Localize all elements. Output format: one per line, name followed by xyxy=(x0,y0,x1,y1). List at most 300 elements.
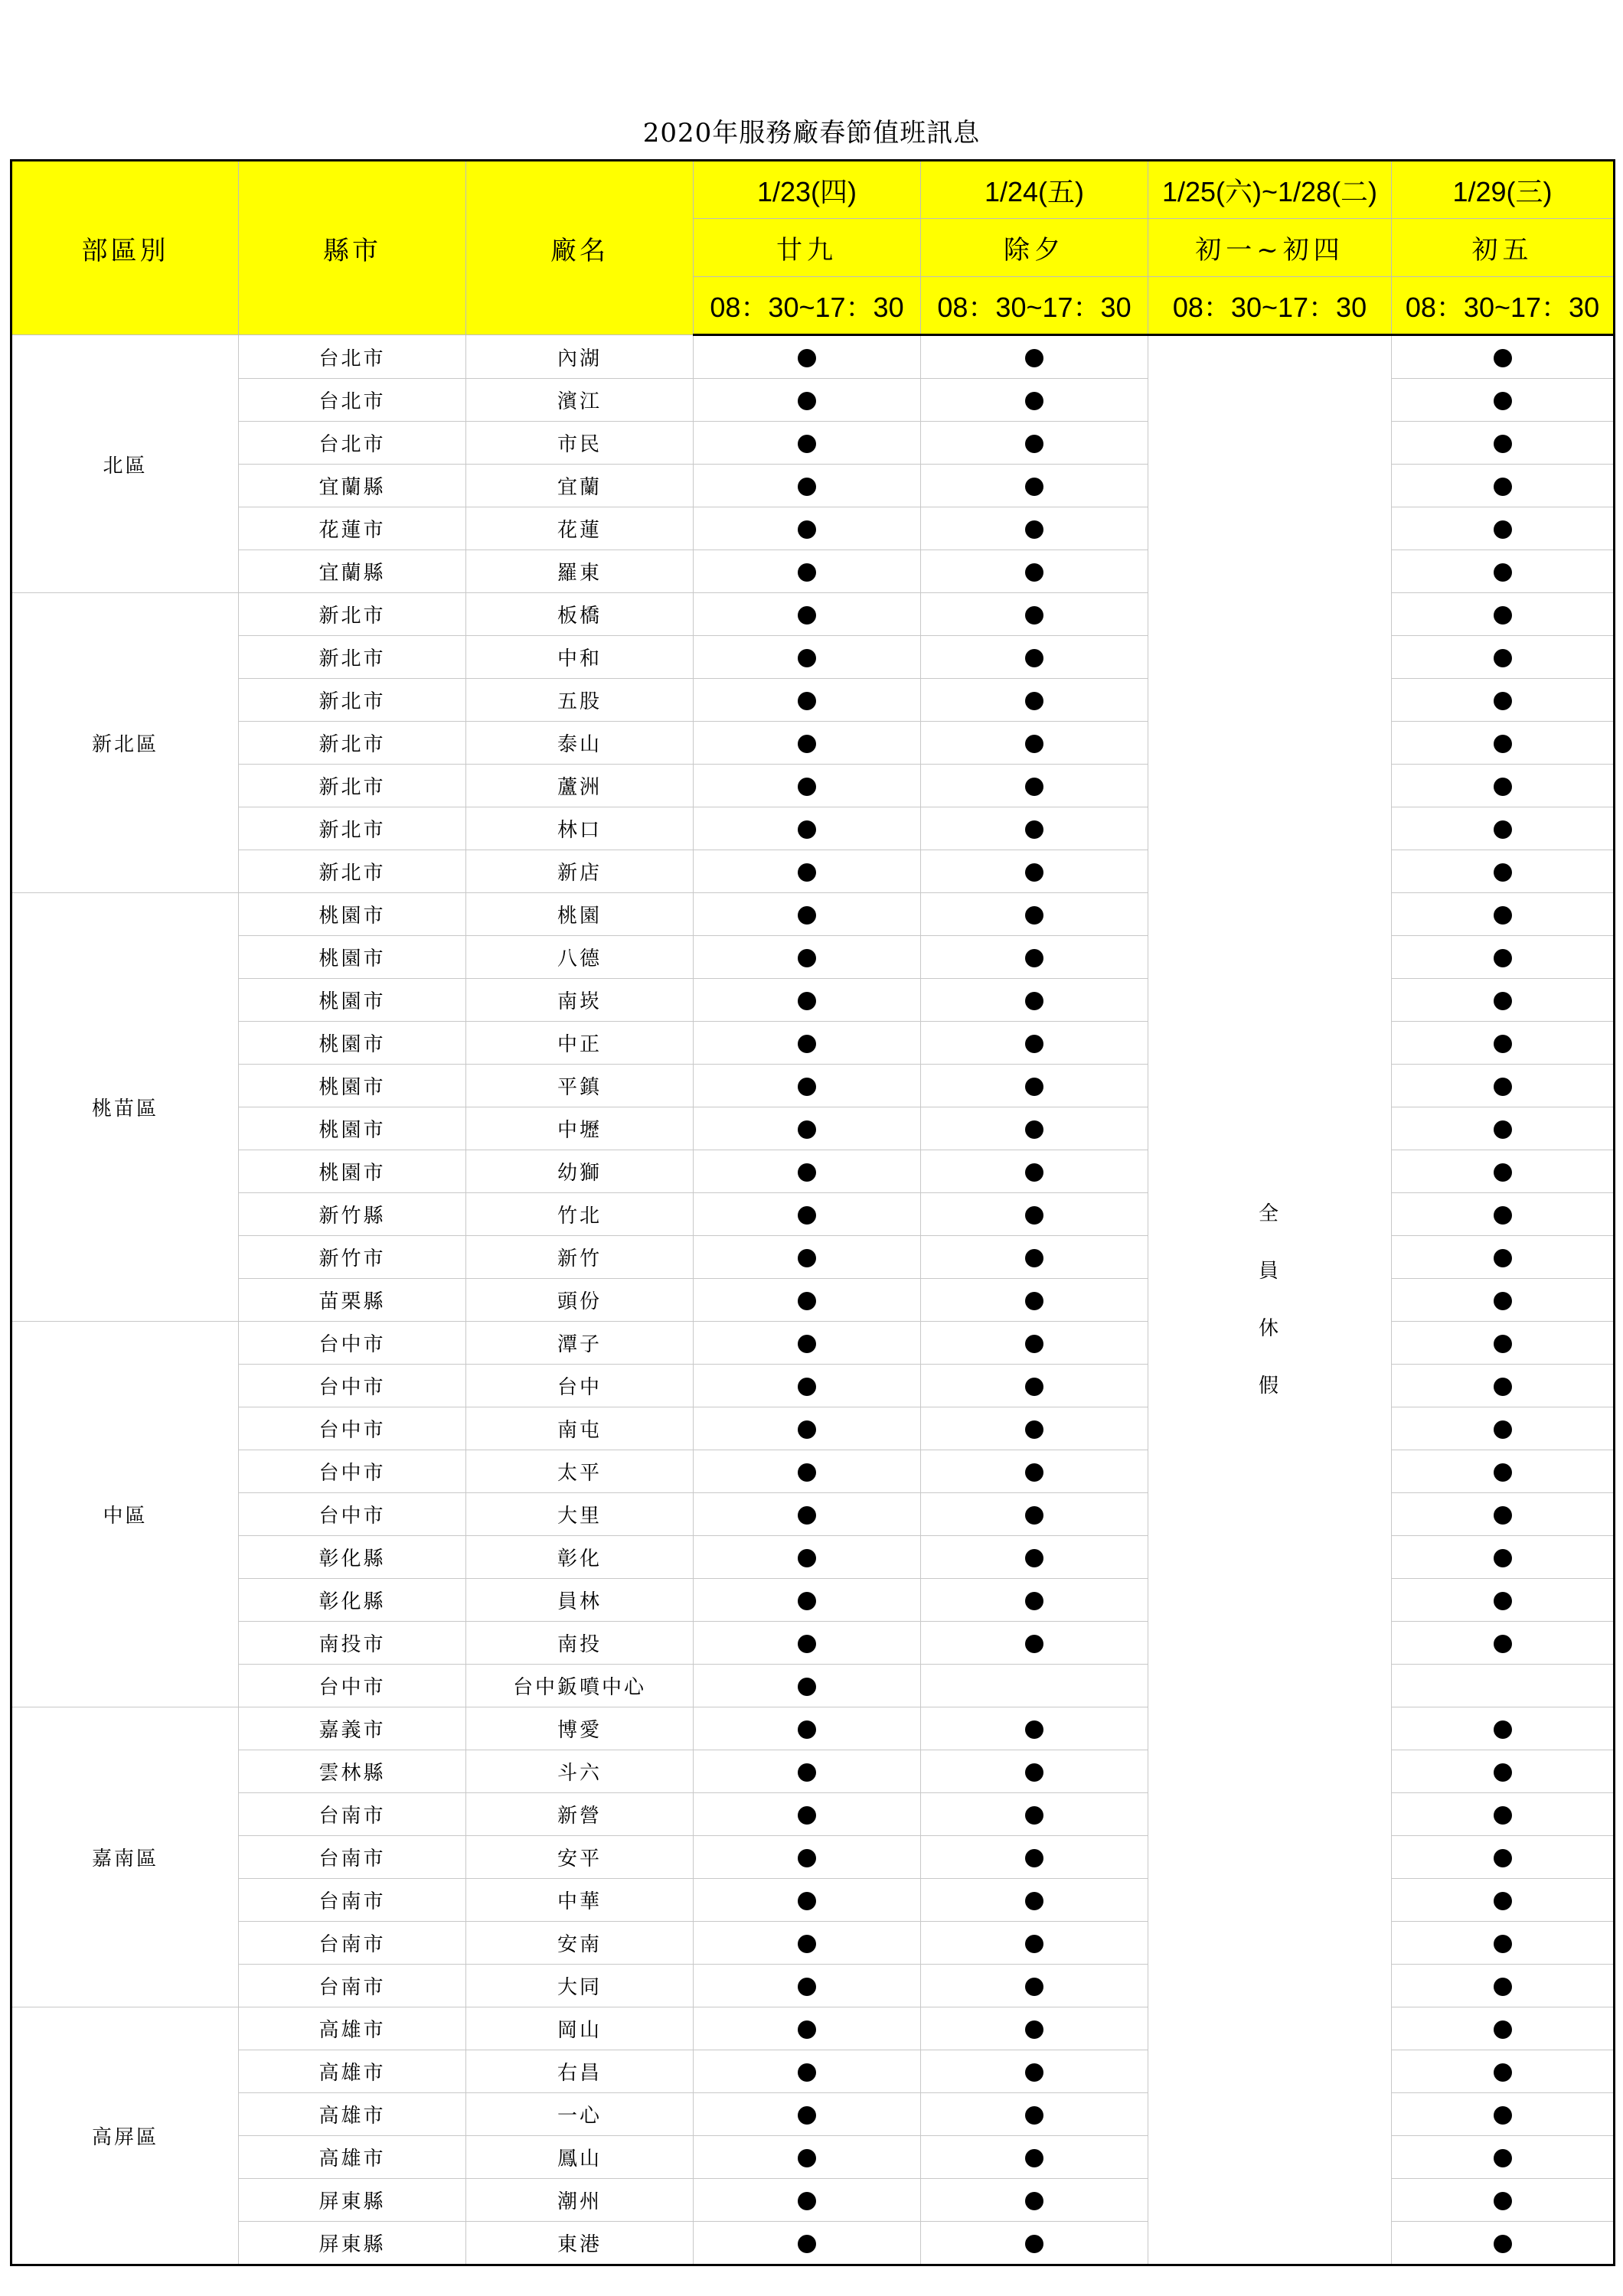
factory-cell: 安南 xyxy=(466,1922,694,1965)
duty-cell-day1 xyxy=(694,1107,921,1150)
duty-cell-day4 xyxy=(1392,765,1615,807)
duty-dot-icon xyxy=(1494,478,1512,496)
duty-cell-day1 xyxy=(694,507,921,550)
duty-cell-day2 xyxy=(921,1022,1148,1065)
duty-dot-icon xyxy=(1025,735,1043,753)
duty-dot-icon xyxy=(798,1506,816,1525)
duty-dot-icon xyxy=(798,692,816,710)
duty-cell-day2 xyxy=(921,1922,1148,1965)
duty-dot-icon xyxy=(1494,1592,1512,1610)
duty-cell-day2 xyxy=(921,335,1148,379)
city-cell: 台南市 xyxy=(239,1879,466,1922)
duty-cell-day4 xyxy=(1392,893,1615,936)
duty-cell-day4 xyxy=(1392,1493,1615,1536)
duty-cell-day4 xyxy=(1392,2222,1615,2265)
city-cell: 台中市 xyxy=(239,1450,466,1493)
duty-dot-icon xyxy=(1025,863,1043,882)
duty-cell-day4 xyxy=(1392,1536,1615,1579)
city-cell: 宜蘭縣 xyxy=(239,465,466,507)
duty-cell-day2 xyxy=(921,1450,1148,1493)
duty-cell-day2 xyxy=(921,1493,1148,1536)
city-cell: 桃園市 xyxy=(239,893,466,936)
holiday-note-cell xyxy=(1148,335,1392,2265)
duty-dot-icon xyxy=(798,949,816,967)
duty-cell-day4 xyxy=(1392,422,1615,465)
duty-dot-icon xyxy=(798,1120,816,1139)
duty-dot-icon xyxy=(1494,1892,1512,1910)
duty-cell-day2 xyxy=(921,979,1148,1022)
factory-cell: 台中 xyxy=(466,1365,694,1407)
city-cell: 新北市 xyxy=(239,765,466,807)
duty-cell-day2 xyxy=(921,636,1148,679)
city-cell: 台南市 xyxy=(239,1965,466,2007)
duty-cell-day4 xyxy=(1392,807,1615,850)
duty-cell-day2 xyxy=(921,765,1148,807)
duty-cell-day4 xyxy=(1392,1879,1615,1922)
duty-cell-day4 xyxy=(1392,1107,1615,1150)
duty-dot-icon xyxy=(798,1206,816,1225)
duty-dot-icon xyxy=(1025,606,1043,625)
duty-cell-day1 xyxy=(694,1065,921,1107)
duty-cell-day4 xyxy=(1392,2093,1615,2136)
duty-dot-icon xyxy=(1025,2063,1043,2082)
duty-cell-day4 xyxy=(1392,335,1615,379)
duty-dot-icon xyxy=(1025,1720,1043,1739)
duty-cell-day4 xyxy=(1392,1922,1615,1965)
duty-dot-icon xyxy=(798,2106,816,2125)
city-cell: 台南市 xyxy=(239,1836,466,1879)
duty-cell-day2 xyxy=(921,550,1148,593)
duty-cell-day1 xyxy=(694,1022,921,1065)
factory-cell: 新營 xyxy=(466,1793,694,1836)
duty-cell-day1 xyxy=(694,1750,921,1793)
duty-cell-day1 xyxy=(694,1236,921,1279)
city-cell: 台中市 xyxy=(239,1493,466,1536)
duty-cell-day1 xyxy=(694,2222,921,2265)
factory-cell: 五股 xyxy=(466,679,694,722)
duty-dot-icon xyxy=(1494,563,1512,582)
duty-dot-icon xyxy=(1494,949,1512,967)
duty-cell-day4 xyxy=(1392,550,1615,593)
factory-cell: 右昌 xyxy=(466,2050,694,2093)
duty-cell-day2 xyxy=(921,2222,1148,2265)
duty-cell-day4 xyxy=(1392,2007,1615,2050)
factory-cell: 太平 xyxy=(466,1450,694,1493)
duty-cell-day4 xyxy=(1392,636,1615,679)
factory-cell: 竹北 xyxy=(466,1193,694,1236)
duty-dot-icon xyxy=(798,1635,816,1653)
duty-dot-icon xyxy=(1494,606,1512,625)
duty-dot-icon xyxy=(1494,992,1512,1010)
duty-dot-icon xyxy=(1025,1763,1043,1782)
duty-dot-icon xyxy=(798,1378,816,1396)
duty-dot-icon xyxy=(798,1335,816,1353)
duty-dot-icon xyxy=(798,2149,816,2167)
duty-dot-icon xyxy=(1025,520,1043,539)
city-cell: 桃園市 xyxy=(239,1107,466,1150)
duty-cell-day4 xyxy=(1392,2179,1615,2222)
duty-dot-icon xyxy=(1025,2020,1043,2039)
factory-cell: 南屯 xyxy=(466,1407,694,1450)
duty-cell-day2 xyxy=(921,893,1148,936)
duty-cell-day4 xyxy=(1392,979,1615,1022)
duty-cell-day1 xyxy=(694,807,921,850)
duty-cell-day1 xyxy=(694,1536,921,1579)
duty-cell-day1 xyxy=(694,636,921,679)
duty-dot-icon xyxy=(798,1078,816,1096)
duty-dot-icon xyxy=(798,1463,816,1482)
duty-dot-icon xyxy=(798,1806,816,1825)
duty-cell-day1 xyxy=(694,1322,921,1365)
duty-cell-day2 xyxy=(921,1365,1148,1407)
duty-cell-day1 xyxy=(694,1579,921,1622)
duty-dot-icon xyxy=(798,1678,816,1696)
city-cell: 花蓮市 xyxy=(239,507,466,550)
city-cell: 台北市 xyxy=(239,379,466,422)
duty-cell-day4 xyxy=(1392,1322,1615,1365)
duty-cell-day2 xyxy=(921,1836,1148,1879)
duty-dot-icon xyxy=(798,1935,816,1953)
duty-cell-day4 xyxy=(1392,936,1615,979)
duty-dot-icon xyxy=(1494,735,1512,753)
duty-dot-icon xyxy=(1494,1120,1512,1139)
duty-dot-icon xyxy=(1494,1506,1512,1525)
duty-cell-day2 xyxy=(921,807,1148,850)
factory-cell: 東港 xyxy=(466,2222,694,2265)
duty-dot-icon xyxy=(1025,2149,1043,2167)
holiday-note-char: 全 xyxy=(1258,1202,1281,1225)
duty-cell-day2 xyxy=(921,1322,1148,1365)
duty-cell-day1 xyxy=(694,850,921,893)
duty-cell-day1 xyxy=(694,379,921,422)
duty-dot-icon xyxy=(1494,1978,1512,1996)
duty-dot-icon xyxy=(1025,778,1043,796)
duty-dot-icon xyxy=(1025,692,1043,710)
city-cell: 新北市 xyxy=(239,722,466,765)
factory-cell: 潭子 xyxy=(466,1322,694,1365)
duty-cell-day1 xyxy=(694,1365,921,1407)
city-cell: 台南市 xyxy=(239,1922,466,1965)
duty-dot-icon xyxy=(1025,1549,1043,1567)
duty-cell-day1 xyxy=(694,335,921,379)
duty-dot-icon xyxy=(1025,1592,1043,1610)
duty-dot-icon xyxy=(1494,1549,1512,1567)
duty-dot-icon xyxy=(1025,1849,1043,1867)
factory-cell: 中正 xyxy=(466,1022,694,1065)
duty-cell-day1 xyxy=(694,2136,921,2179)
duty-cell-day4 xyxy=(1392,1965,1615,2007)
duty-cell-day2 xyxy=(921,1150,1148,1193)
duty-cell-day2 xyxy=(921,1107,1148,1150)
duty-cell-day1 xyxy=(694,550,921,593)
duty-cell-day1 xyxy=(694,593,921,636)
holiday-note-char: 休 xyxy=(1258,1316,1281,1340)
duty-dot-icon xyxy=(798,1035,816,1053)
city-cell: 台中市 xyxy=(239,1407,466,1450)
city-cell: 桃園市 xyxy=(239,936,466,979)
duty-cell-day4 xyxy=(1392,1279,1615,1322)
duty-dot-icon xyxy=(1025,2192,1043,2210)
duty-dot-icon xyxy=(798,863,816,882)
duty-cell-day4 xyxy=(1392,2136,1615,2179)
duty-cell-day4 xyxy=(1392,379,1615,422)
duty-dot-icon xyxy=(798,1763,816,1782)
duty-cell-day4 xyxy=(1392,679,1615,722)
duty-cell-day2 xyxy=(921,936,1148,979)
duty-cell-day2 xyxy=(921,379,1148,422)
duty-cell-day2 xyxy=(921,1236,1148,1279)
duty-dot-icon xyxy=(798,1892,816,1910)
duty-cell-day1 xyxy=(694,1150,921,1193)
duty-dot-icon xyxy=(1494,1292,1512,1310)
duty-cell-day4 xyxy=(1392,507,1615,550)
duty-dot-icon xyxy=(1494,863,1512,882)
duty-cell-day2 xyxy=(921,1879,1148,1922)
duty-dot-icon xyxy=(1025,2235,1043,2253)
duty-dot-icon xyxy=(1494,1849,1512,1867)
city-cell: 高雄市 xyxy=(239,2093,466,2136)
header-lunar-1: 廿九 xyxy=(694,219,921,277)
factory-cell: 新竹 xyxy=(466,1236,694,1279)
duty-dot-icon xyxy=(798,392,816,410)
duty-cell-day4 xyxy=(1392,593,1615,636)
factory-cell: 蘆洲 xyxy=(466,765,694,807)
factory-cell: 宜蘭 xyxy=(466,465,694,507)
header-lunar-3: 初一~初四 xyxy=(1148,219,1392,277)
city-cell: 新北市 xyxy=(239,636,466,679)
duty-cell-day1 xyxy=(694,1407,921,1450)
duty-dot-icon xyxy=(1494,906,1512,925)
holiday-note-char: 假 xyxy=(1258,1374,1281,1397)
duty-cell-day4 xyxy=(1392,1150,1615,1193)
region-cell: 中區 xyxy=(11,1322,239,1707)
duty-cell-day2 xyxy=(921,465,1148,507)
duty-cell-day2 xyxy=(921,1665,1148,1707)
duty-cell-day2 xyxy=(921,1750,1148,1793)
duty-schedule-table xyxy=(10,159,1615,2266)
duty-cell-day2 xyxy=(921,507,1148,550)
city-cell: 桃園市 xyxy=(239,1022,466,1065)
duty-cell-day4 xyxy=(1392,1236,1615,1279)
duty-cell-day1 xyxy=(694,1793,921,1836)
factory-cell: 彰化 xyxy=(466,1536,694,1579)
factory-cell: 泰山 xyxy=(466,722,694,765)
duty-cell-day4 xyxy=(1392,1622,1615,1665)
city-cell: 宜蘭縣 xyxy=(239,550,466,593)
duty-dot-icon xyxy=(798,1978,816,1996)
city-cell: 嘉義市 xyxy=(239,1707,466,1750)
header-date-3: 1/25(六)~1/28(二) xyxy=(1148,161,1392,219)
duty-cell-day4 xyxy=(1392,1707,1615,1750)
duty-dot-icon xyxy=(1025,1335,1043,1353)
table-body xyxy=(11,335,1615,2265)
duty-dot-icon xyxy=(1494,1635,1512,1653)
duty-dot-icon xyxy=(1025,820,1043,839)
duty-dot-icon xyxy=(798,906,816,925)
duty-dot-icon xyxy=(1494,820,1512,839)
city-cell: 新北市 xyxy=(239,807,466,850)
city-cell: 新北市 xyxy=(239,679,466,722)
duty-cell-day2 xyxy=(921,1579,1148,1622)
duty-cell-day1 xyxy=(694,1836,921,1879)
duty-dot-icon xyxy=(1494,1249,1512,1267)
duty-dot-icon xyxy=(1494,1463,1512,1482)
duty-dot-icon xyxy=(1025,2106,1043,2125)
header-time-2: 08：30~17：30 xyxy=(921,277,1148,335)
duty-cell-day2 xyxy=(921,722,1148,765)
duty-dot-icon xyxy=(1025,1892,1043,1910)
duty-dot-icon xyxy=(1494,1720,1512,1739)
city-cell: 台中市 xyxy=(239,1365,466,1407)
duty-cell-day2 xyxy=(921,1707,1148,1750)
factory-cell: 八德 xyxy=(466,936,694,979)
duty-dot-icon xyxy=(1494,2063,1512,2082)
duty-dot-icon xyxy=(1025,649,1043,667)
duty-dot-icon xyxy=(1025,992,1043,1010)
factory-cell: 林口 xyxy=(466,807,694,850)
city-cell: 台北市 xyxy=(239,422,466,465)
factory-cell: 大同 xyxy=(466,1965,694,2007)
duty-cell-day4 xyxy=(1392,1665,1615,1707)
duty-dot-icon xyxy=(1494,1035,1512,1053)
duty-cell-day1 xyxy=(694,893,921,936)
duty-dot-icon xyxy=(798,1849,816,1867)
factory-cell: 內湖 xyxy=(466,335,694,379)
duty-dot-icon xyxy=(1025,1078,1043,1096)
table-row xyxy=(11,335,1615,379)
header-city: 縣市 xyxy=(239,161,466,335)
duty-cell-day1 xyxy=(694,936,921,979)
duty-dot-icon xyxy=(1494,1378,1512,1396)
header-time-3: 08：30~17：30 xyxy=(1148,277,1392,335)
duty-cell-day1 xyxy=(694,1279,921,1322)
duty-dot-icon xyxy=(1025,1463,1043,1482)
duty-cell-day2 xyxy=(921,1065,1148,1107)
duty-dot-icon xyxy=(1025,478,1043,496)
duty-dot-icon xyxy=(798,2020,816,2039)
duty-dot-icon xyxy=(1494,2106,1512,2125)
city-cell: 苗栗縣 xyxy=(239,1279,466,1322)
duty-cell-day4 xyxy=(1392,2050,1615,2093)
duty-cell-day4 xyxy=(1392,465,1615,507)
factory-cell: 一心 xyxy=(466,2093,694,2136)
duty-cell-day2 xyxy=(921,1965,1148,2007)
duty-dot-icon xyxy=(1025,1806,1043,1825)
duty-dot-icon xyxy=(798,1163,816,1182)
duty-cell-day1 xyxy=(694,1193,921,1236)
duty-cell-day1 xyxy=(694,1450,921,1493)
duty-dot-icon xyxy=(1494,692,1512,710)
header-region: 部區別 xyxy=(11,161,239,335)
city-cell: 桃園市 xyxy=(239,1150,466,1193)
city-cell: 桃園市 xyxy=(239,1065,466,1107)
duty-cell-day2 xyxy=(921,1279,1148,1322)
duty-cell-day1 xyxy=(694,1493,921,1536)
duty-dot-icon xyxy=(798,1549,816,1567)
duty-dot-icon xyxy=(1025,949,1043,967)
duty-cell-day1 xyxy=(694,2007,921,2050)
duty-dot-icon xyxy=(798,2235,816,2253)
header-factory: 廠名 xyxy=(466,161,694,335)
factory-cell: 羅東 xyxy=(466,550,694,593)
duty-dot-icon xyxy=(1025,1206,1043,1225)
city-cell: 彰化縣 xyxy=(239,1536,466,1579)
duty-cell-day4 xyxy=(1392,1836,1615,1879)
duty-cell-day4 xyxy=(1392,1065,1615,1107)
duty-dot-icon xyxy=(1025,392,1043,410)
duty-dot-icon xyxy=(798,478,816,496)
duty-dot-icon xyxy=(1494,349,1512,367)
header-date-4: 1/29(三) xyxy=(1392,161,1615,219)
duty-cell-day1 xyxy=(694,422,921,465)
city-cell: 桃園市 xyxy=(239,979,466,1022)
duty-dot-icon xyxy=(798,606,816,625)
city-cell: 新北市 xyxy=(239,850,466,893)
duty-dot-icon xyxy=(798,349,816,367)
duty-cell-day1 xyxy=(694,2093,921,2136)
duty-cell-day4 xyxy=(1392,722,1615,765)
city-cell: 台中市 xyxy=(239,1322,466,1365)
duty-dot-icon xyxy=(1494,392,1512,410)
duty-cell-day2 xyxy=(921,2007,1148,2050)
factory-cell: 台中鈑噴中心 xyxy=(466,1665,694,1707)
duty-dot-icon xyxy=(798,2063,816,2082)
factory-cell: 南投 xyxy=(466,1622,694,1665)
factory-cell: 潮州 xyxy=(466,2179,694,2222)
duty-dot-icon xyxy=(1494,778,1512,796)
page-title: 2020年服務廠春節值班訊息 xyxy=(642,118,981,148)
duty-cell-day4 xyxy=(1392,1793,1615,1836)
factory-cell: 岡山 xyxy=(466,2007,694,2050)
duty-dot-icon xyxy=(1494,1078,1512,1096)
duty-cell-day1 xyxy=(694,979,921,1022)
duty-dot-icon xyxy=(1494,1806,1512,1825)
duty-dot-icon xyxy=(1494,1206,1512,1225)
duty-dot-icon xyxy=(1025,1035,1043,1053)
factory-cell: 中華 xyxy=(466,1879,694,1922)
duty-cell-day1 xyxy=(694,1879,921,1922)
duty-dot-icon xyxy=(798,778,816,796)
city-cell: 新竹市 xyxy=(239,1236,466,1279)
duty-cell-day2 xyxy=(921,1793,1148,1836)
duty-cell-day1 xyxy=(694,722,921,765)
duty-dot-icon xyxy=(1025,1163,1043,1182)
duty-cell-day2 xyxy=(921,1407,1148,1450)
duty-cell-day1 xyxy=(694,2179,921,2222)
region-cell: 新北區 xyxy=(11,593,239,893)
city-cell: 台中市 xyxy=(239,1665,466,1707)
duty-dot-icon xyxy=(1494,2192,1512,2210)
city-cell: 高雄市 xyxy=(239,2007,466,2050)
factory-cell: 安平 xyxy=(466,1836,694,1879)
duty-cell-day4 xyxy=(1392,1407,1615,1450)
duty-cell-day2 xyxy=(921,2136,1148,2179)
city-cell: 台南市 xyxy=(239,1793,466,1836)
duty-cell-day1 xyxy=(694,679,921,722)
duty-cell-day2 xyxy=(921,2093,1148,2136)
factory-cell: 中壢 xyxy=(466,1107,694,1150)
duty-cell-day1 xyxy=(694,1665,921,1707)
duty-dot-icon xyxy=(798,735,816,753)
duty-dot-icon xyxy=(1494,1935,1512,1953)
city-cell: 南投市 xyxy=(239,1622,466,1665)
duty-dot-icon xyxy=(1025,1249,1043,1267)
duty-cell-day2 xyxy=(921,1622,1148,1665)
duty-cell-day2 xyxy=(921,2050,1148,2093)
duty-cell-day1 xyxy=(694,1622,921,1665)
region-cell: 桃苗區 xyxy=(11,893,239,1322)
header-lunar-4: 初五 xyxy=(1392,219,1615,277)
